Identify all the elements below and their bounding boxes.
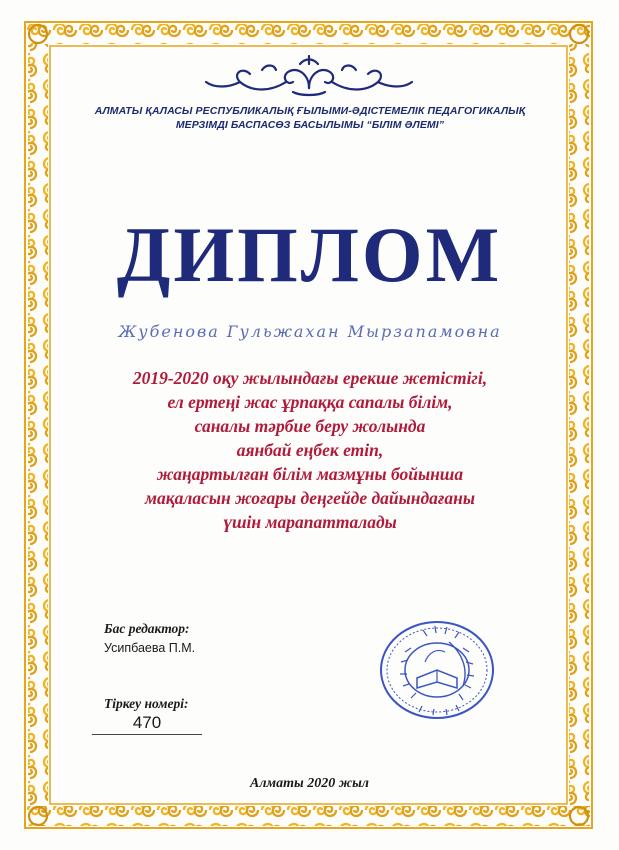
award-line: мақаласын жоғары деңгейде дайындағаны <box>144 488 475 508</box>
header-line-1: АЛМАТЫ ҚАЛАСЫ РЕСПУБЛИКАЛЫҚ ҒЫЛЫМИ-ӘДІСТЕМЕЛІК ПЕДАГОГИКАЛЫҚ <box>94 105 526 117</box>
editor-label: Бас редактор: <box>104 621 190 636</box>
registration-number: 470 <box>92 713 202 735</box>
publisher-header <box>60 104 560 132</box>
header-line-2: МЕРЗІМДІ БАСПАСӨЗ БАСЫЛЫМЫ “БІЛІМ ӘЛЕМІ” <box>175 119 445 131</box>
award-line: 2019-2020 оқу жылындағы ерекше жетістігі, <box>132 368 488 388</box>
diploma-title: ДИПЛОМ <box>116 211 503 298</box>
recipient-name: Жубенова Гульжахан Мырзапамовна <box>118 322 502 341</box>
round-seal-book-icon <box>375 612 505 722</box>
award-line: үшін марапатталады <box>223 512 397 532</box>
editor-name: Усипбаева П.М. <box>104 641 196 655</box>
award-line: ел ертеңі жас ұрпаққа сапалы білім, <box>167 392 453 412</box>
award-line: жаңартылған білім мазмұны бойынша <box>156 464 464 484</box>
issue-place-year: Алматы 2020 жыл <box>250 776 369 791</box>
top-ornament-icon <box>206 56 412 95</box>
award-line: саналы тәрбие беру жолында <box>194 416 426 436</box>
award-text <box>60 366 560 534</box>
registration-label: Тіркеу номері: <box>104 696 189 711</box>
award-line: аянбай еңбек етіп, <box>236 440 384 460</box>
